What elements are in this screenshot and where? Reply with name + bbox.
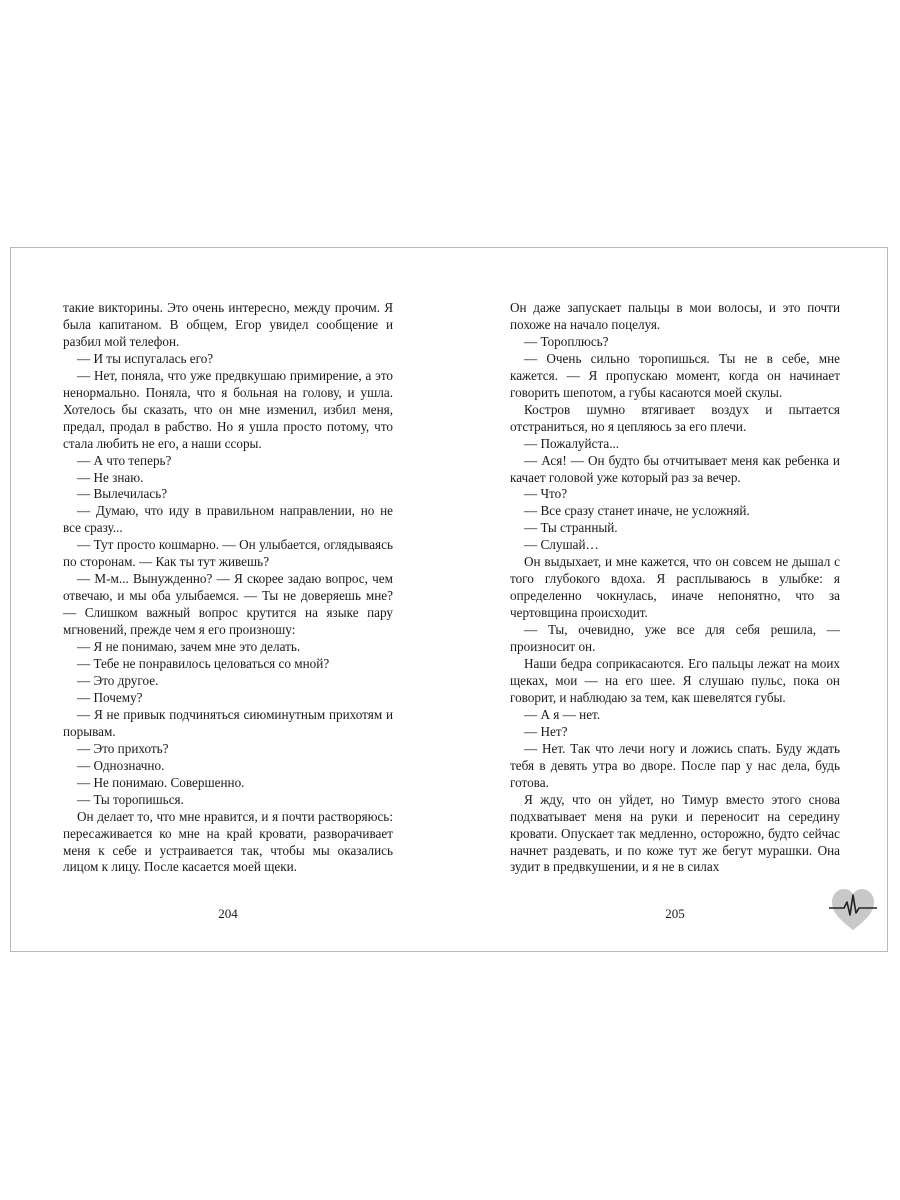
paragraph: — Ты, очевидно, уже все для себя решила, — произносит он.	[510, 622, 840, 655]
paragraph: — Думаю, что иду в правильном направлении, но не все сразу...	[63, 503, 393, 536]
paragraph: — Нет?	[524, 723, 568, 739]
paragraph: — Ты странный.	[524, 520, 618, 536]
paragraph: — Это другое.	[77, 672, 159, 688]
paragraph: — Ты торопишься.	[77, 791, 184, 807]
right-page	[510, 300, 840, 876]
paragraph: Он делает то, что мне нравится, и я почти растворяюсь: пересаживается ко мне на край кровати, разворачивает меня к себе и устраивается так, чтобы мы оказались лицом к лицу. После касается моей щеки.	[63, 808, 393, 875]
heart-pulse-icon	[829, 886, 877, 934]
paragraph: Он выдыхает, и мне кажется, что он совсем не дышал с того глубокого вдоха. Я расплываюсь в улыбке: я определенно чокнулась, иначе непонятно, что за чертовщина происходит.	[510, 554, 840, 621]
paragraph: — Не понимаю. Совершенно.	[77, 774, 245, 790]
paragraph: — Все сразу станет иначе, не усложняй.	[524, 503, 750, 519]
paragraph: — Нет. Так что лечи ногу и ложись спать. Буду ждать тебя в девять утра во дворе. После пар у нас дела, будь готова.	[510, 740, 840, 790]
paragraph: — И ты испугалась его?	[77, 350, 214, 366]
paragraph: — Что?	[524, 486, 568, 502]
paragraph: — Это прихоть?	[77, 740, 169, 756]
paragraph: — А что теперь?	[77, 452, 172, 468]
paragraph: — Не знаю.	[77, 469, 144, 485]
paragraph: — Тут просто кошмарно. — Он улыбается, оглядываясь по сторонам. — Как ты тут живешь?	[63, 537, 393, 570]
paragraph: Костров шумно втягивает воздух и пытается отстраниться, но я цепляюсь за его плечи.	[510, 401, 840, 434]
paragraph: — Вылечилась?	[77, 486, 168, 502]
paragraph: — Я не привык подчиняться сиюминутным прихотям и порывам.	[63, 706, 393, 739]
paragraph: Я жду, что он уйдет, но Тимур вместо этого снова подхватывает меня на руки и переносит на середину кровати. Опускает так медленно, осторожно, будто сейчас начнет раздевать, и по коже тут же бегут мурашки. Она зудит в предвкушении, и я не в силах	[510, 791, 840, 875]
paragraph: — Тороплюсь?	[524, 333, 609, 349]
paragraph: — Слушай…	[524, 537, 599, 553]
paragraph: — Я не понимаю, зачем мне это делать.	[77, 639, 301, 655]
paragraph: — Пожалуйста...	[524, 435, 620, 451]
paragraph: такие викторины. Это очень интересно, между прочим. Я была капитаном. В общем, Егор увидел сообщение и разбил мой телефон.	[63, 300, 393, 349]
page-number-left: 204	[218, 906, 238, 921]
paragraph: — Тебе не понравилось целоваться со мной?	[77, 656, 330, 672]
paragraph: — М-м... Вынужденно? — Я скорее задаю вопрос, чем отвечаю, и мы оба улыбаемся. — Ты не доверяешь мне? — Слишком важный вопрос крутится на языке пару мгновений, прежде чем я его произношу:	[63, 571, 393, 638]
paragraph: — А я — нет.	[524, 706, 601, 722]
left-page	[63, 300, 393, 876]
paragraph: — Однозначно.	[77, 757, 165, 773]
paragraph: — Нет, поняла, что уже предвкушаю примирение, а это ненормально. Поняла, что я больная на голову, и ушла. Хотелось бы сказать, что он мне изменил, избил меня, предал, продал в рабство. Но я ушла просто потому, что стала любить не его, а наши ссоры.	[63, 367, 393, 451]
book-spread	[10, 247, 888, 952]
paragraph: Он даже запускает пальцы в мои волосы, и это почти похоже на начало поцелуя.	[510, 300, 840, 332]
paragraph: Наши бедра соприкасаются. Его пальцы лежат на моих щеках, мои — на его шее. Я слушаю пульс, пока он говорит, и наблюдаю за тем, как шевелятся губы.	[510, 656, 840, 705]
page-number-right: 205	[665, 906, 685, 921]
paragraph: — Почему?	[77, 689, 143, 705]
paragraph: — Ася! — Он будто бы отчитывает меня как ребенка и качает головой уже который раз за вечер.	[510, 452, 840, 485]
paragraph: — Очень сильно торопишься. Ты не в себе, мне кажется. — Я пропускаю момент, когда он начинает говорить шепотом, а губы касаются моей скулы.	[510, 350, 840, 400]
